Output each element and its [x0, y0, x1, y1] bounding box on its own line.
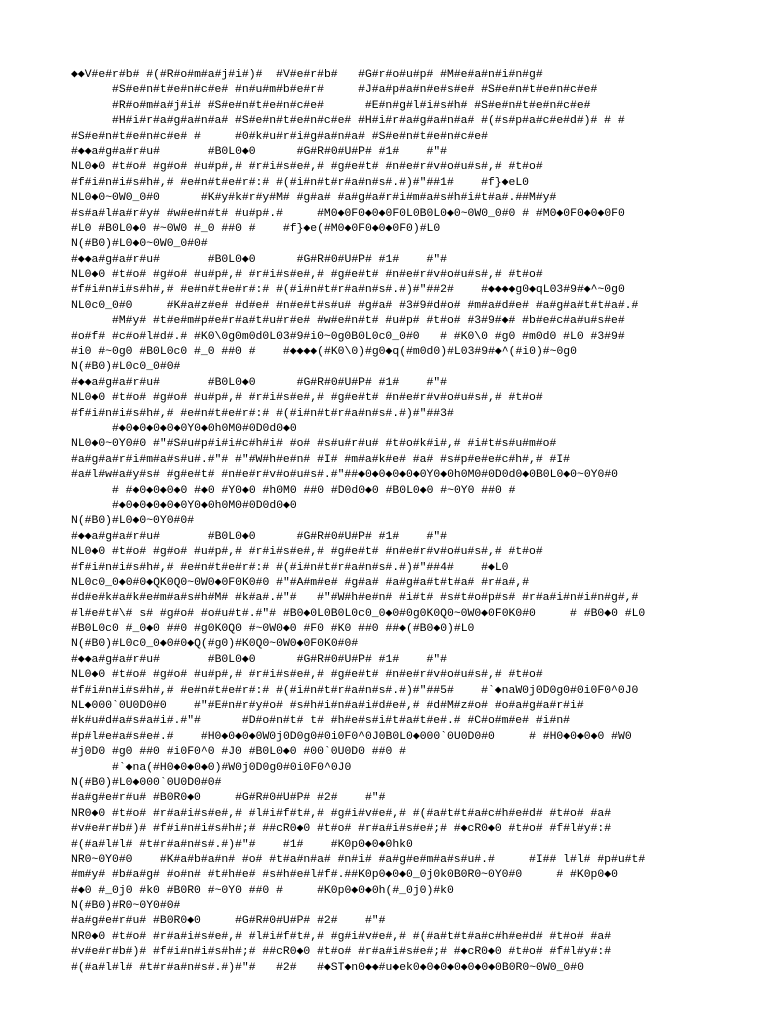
text-line: NR0◆0 #t#o# #r#a#i#s#e#,# #l#i#f#t#,# #g#i#v#e#,# #(#a#t#t#a#c#h#e#d# #t#o# #a#	[71, 930, 612, 943]
text-line: N(#B0)#L0◆0~0Y0#0#	[71, 515, 195, 528]
text-line: #R#o#m#a#j#i# #S#e#n#t#e#n#c#e# #E#n#g#l#i#s#h# #S#e#n#t#e#n#c#e#	[71, 99, 591, 112]
text-line: #a#g#e#r#u# #B0R0◆0 #G#R#0#U#P# #2# #"#	[71, 792, 386, 805]
text-line: #(#a#l#l# #t#r#a#n#s#.#)#"# #1# #K0p0◆0◆0hk0	[71, 838, 413, 851]
text-line: #l#e#t#\# s# #g#o# #o#u#t#.#"# #B0◆0L0B0L0c0_0◆0#0g0K0Q0~0W0◆0F0K0#0 # #B0◆0 #L0	[71, 607, 646, 620]
text-line: #◆0◆0◆0◆0◆0Y0◆0h0M0#0D0d0◆0	[71, 422, 297, 435]
text-line: NR0~0Y0#0 #K#a#b#a#n# #o# #t#a#n#a# #n#i# #a#g#e#m#a#s#u#.# #I## l#l# #p#u#t#	[71, 853, 646, 866]
text-line: N(#B0)#L0◆0~0W0_0#0#	[71, 238, 208, 251]
text-line: NL0◆0~0Y0#0 #"#S#u#p#i#i#c#h#i# #o# #s#u#r#u# #t#o#k#i#,# #i#t#s#u#m#o#	[71, 438, 557, 451]
text-line: NL◆000`0U0D0#0 #"#E#n#r#y#o# #s#h#i#n#a#i#d#e#,# #d#M#z#o# #o#a#g#a#r#i#	[71, 700, 584, 713]
text-line: #f#i#n#i#s#h#,# #e#n#t#e#r#:# #(#i#n#t#r#a#n#s#.#)#"##4# #◆L0	[71, 561, 509, 574]
text-line: NL0◆0~0W0_0#0 #K#y#k#r#y#M# #g#a# #a#g#a#r#i#m#a#s#h#i#t#a#.##M#y#	[71, 192, 557, 205]
text-line: #◆◆a#g#a#r#u# #B0L0◆0 #G#R#0#U#P# #1# #"#	[71, 653, 448, 666]
text-line: #◆◆a#g#a#r#u# #B0L0◆0 #G#R#0#U#P# #1# #"#	[71, 376, 448, 389]
text-line: #◆0 #_0j0 #k0 #B0R0 #~0Y0 ##0 # #K0p0◆0◆0h(#_0j0)#k0	[71, 884, 454, 897]
text-line: #S#e#n#t#e#n#c#e# # #0#k#u#r#i#g#a#n#a# #S#e#n#t#e#n#c#e#	[71, 130, 488, 143]
text-line: #a#l#w#a#y#s# #g#e#t# #n#e#r#v#o#u#s#.#"##◆0◆0◆0◆0◆0Y0◆0h0M0#0D0d0◆0B0L0◆0~0Y0#0	[71, 469, 619, 482]
text-line: #j0D0 #g0 ##0 #i0F0^0 #J0 #B0L0◆0 #00`0U0D0 ##0 #	[71, 746, 406, 759]
text-line: NL0◆0 #t#o# #g#o# #u#p#,# #r#i#s#e#,# #g#e#t# #n#e#r#v#o#u#s#,# #t#o#	[71, 669, 543, 682]
text-line: #f#i#n#i#s#h#,# #e#n#t#e#r#:# #(#i#n#t#r#a#n#s#.#)#"##2# #◆◆◆◆g0◆qL03#9#◆^~0g0	[71, 284, 625, 297]
text-line: #◆0◆0◆0◆0◆0Y0◆0h0M0#0D0d0◆0	[71, 499, 297, 512]
text-line: #f#i#n#i#s#h#,# #e#n#t#e#r#:# #(#i#n#t#r#a#n#s#.#)#"##5# #`◆naW0j0D0g0#0i0F0^0J0	[71, 684, 639, 697]
text-line: NL0◆0 #t#o# #g#o# #u#p#,# #r#i#s#e#,# #g#e#t# #n#e#r#v#o#u#s#,# #t#o#	[71, 392, 543, 405]
text-line: #v#e#r#b#)# #f#i#n#i#s#h#;# ##cR0◆0 #t#o# #r#a#i#s#e#;# #◆cR0◆0 #t#o# #f#l#y#:#	[71, 823, 612, 836]
text-line: NL0◆0 #t#o# #g#o# #u#p#,# #r#i#s#e#,# #g#e#t# #n#e#r#v#o#u#s#,# #t#o#	[71, 269, 543, 282]
text-line: # #◆0◆0◆0◆0 #◆0 #Y0◆0 #h0M0 ##0 #D0d0◆0 #B0L0◆0 #~0Y0 ##0 #	[71, 484, 516, 497]
text-line: N(#B0)#L0c0_0◆0#0◆Q(#g0)#K0Q0~0W0◆0F0K0#0#	[71, 638, 359, 651]
text-line: #L0 #B0L0◆0 #~0W0 #_0 ##0 # #f}◆e(#M0◆0F0◆0◆0F0)#L0	[71, 222, 441, 235]
text-line: NL0c0_0◆0#0◆QK0Q0~0W0◆0F0K0#0 #"#A#m#e# #g#a# #a#g#a#t#t#a# #r#a#,#	[71, 576, 530, 589]
text-line: #s#a#l#a#r#y# #w#e#n#t# #u#p#.# #M0◆0F0◆0◆0F0L0B0L0◆0~0W0_0#0 # #M0◆0F0◆0◆0F0	[71, 207, 625, 220]
text-line: #m#y# #b#a#g# #o#n# #t#h#e# #s#h#e#l#f#.##K0p0◆0◆0_0j0k0B0R0~0Y0#0 # #K0p0◆0	[71, 869, 618, 882]
text-line: #d#e#k#a#k#e#m#a#s#h#M# #k#a#.#"# #"#W#h#e#n# #i#t# #s#t#o#p#s# #r#a#i#n#i#n#g#,#	[71, 592, 639, 605]
document-body	[71, 68, 761, 976]
text-line: #f#i#n#i#s#h#,# #e#n#t#e#r#:# #(#i#n#t#r#a#n#s#.#)#"##1# #f}◆eL0	[71, 176, 530, 189]
text-line: #H#i#r#a#g#a#n#a# #S#e#n#t#e#n#c#e# #H#i#r#a#g#a#n#a# #(#s#p#a#c#e#d#)# # #	[71, 115, 625, 128]
text-line: ◆◆V#e#r#b# #(#R#o#m#a#j#i#)# #V#e#r#b# #G#r#o#u#p# #M#e#a#n#i#n#g#	[71, 69, 543, 81]
text-line: #B0L0c0 #_0◆0 ##0 #g0K0Q0 #~0W0◆0 #F0 #K0 ##0 ##◆(#B0◆0)#L0	[71, 623, 475, 636]
text-line: #a#g#a#r#i#m#a#s#u#.#"# #"#W#h#e#n# #I# #m#a#k#e# #a# #s#p#e#e#c#h#,# #I#	[71, 453, 570, 466]
text-line: N(#B0)#L0c0_0#0#	[71, 361, 181, 374]
text-line: NL0◆0 #t#o# #g#o# #u#p#,# #r#i#s#e#,# #g#e#t# #n#e#r#v#o#u#s#,# #t#o#	[71, 161, 543, 174]
text-line: #f#i#n#i#s#h#,# #e#n#t#e#r#:# #(#i#n#t#r#a#n#s#.#)#"##3#	[71, 407, 454, 420]
text-line: #i0 #~0g0 #B0L0c0 #_0 ##0 # #◆◆◆◆(#K0\0)#g0◆q(#m0d0)#L03#9#◆^(#i0)#~0g0	[71, 346, 577, 359]
text-line: #M#y# #t#e#m#p#e#r#a#t#u#r#e# #w#e#n#t# #u#p# #t#o# #3#9#◆# #b#e#c#a#u#s#e#	[71, 315, 625, 328]
text-line: NL0◆0 #t#o# #g#o# #u#p#,# #r#i#s#e#,# #g#e#t# #n#e#r#v#o#u#s#,# #t#o#	[71, 546, 543, 559]
text-line: NR0◆0 #t#o# #r#a#i#s#e#,# #l#i#f#t#,# #g#i#v#e#,# #(#a#t#t#a#c#h#e#d# #t#o# #a#	[71, 807, 612, 820]
text-line: N(#B0)#R0~0Y0#0#	[71, 900, 181, 913]
text-line: #◆◆a#g#a#r#u# #B0L0◆0 #G#R#0#U#P# #1# #"#	[71, 530, 448, 543]
text-line: N(#B0)#L0◆000`0U0D0#0#	[71, 776, 222, 789]
text-line: #S#e#n#t#e#n#c#e# #n#u#m#b#e#r# #J#a#p#a#n#e#s#e# #S#e#n#t#e#n#c#e#	[71, 84, 598, 97]
text-line: #◆◆a#g#a#r#u# #B0L0◆0 #G#R#0#U#P# #1# #"#	[71, 145, 448, 158]
text-line: NL0c0_0#0 #K#a#z#e# #d#e# #n#e#t#s#u# #g#a# #3#9#d#o# #m#a#d#e# #a#g#a#t#t#a#.#	[71, 299, 639, 312]
text-line: #o#f# #c#o#l#d#.# #K0\0g0m0d0L03#9#i0~0g0B0L0c0_0#0 # #K0\0 #g0 #m0d0 #L0 #3#9#	[71, 330, 625, 343]
text-line: #p#l#e#a#s#e#.# #H0◆0◆0◆0W0j0D0g0#0i0F0^0J0B0L0◆000`0U0D0#0 # #H0◆0◆0◆0 #W0	[71, 730, 632, 743]
text-line: #k#u#d#a#s#a#i#.#"# #D#o#n#t# t# #h#e#s#i#t#a#t#e#.# #C#o#m#e# #i#n#	[71, 715, 570, 728]
text-line: #v#e#r#b#)# #f#i#n#i#s#h#;# ##cR0◆0 #t#o# #r#a#i#s#e#;# #◆cR0◆0 #t#o# #f#l#y#:#	[71, 946, 612, 959]
text-line: #`◆na(#H0◆0◆0◆0)#W0j0D0g0#0i0F0^0J0	[71, 761, 352, 774]
text-line: #◆◆a#g#a#r#u# #B0L0◆0 #G#R#0#U#P# #1# #"#	[71, 253, 448, 266]
text-line: #(#a#l#l# #t#r#a#n#s#.#)#"# #2# #◆ST◆n0◆◆#u◆ek0◆0◆0◆0◆0◆0◆0B0R0~0W0_0#0	[71, 961, 584, 974]
text-line: #a#g#e#r#u# #B0R0◆0 #G#R#0#U#P# #2# #"#	[71, 915, 386, 928]
